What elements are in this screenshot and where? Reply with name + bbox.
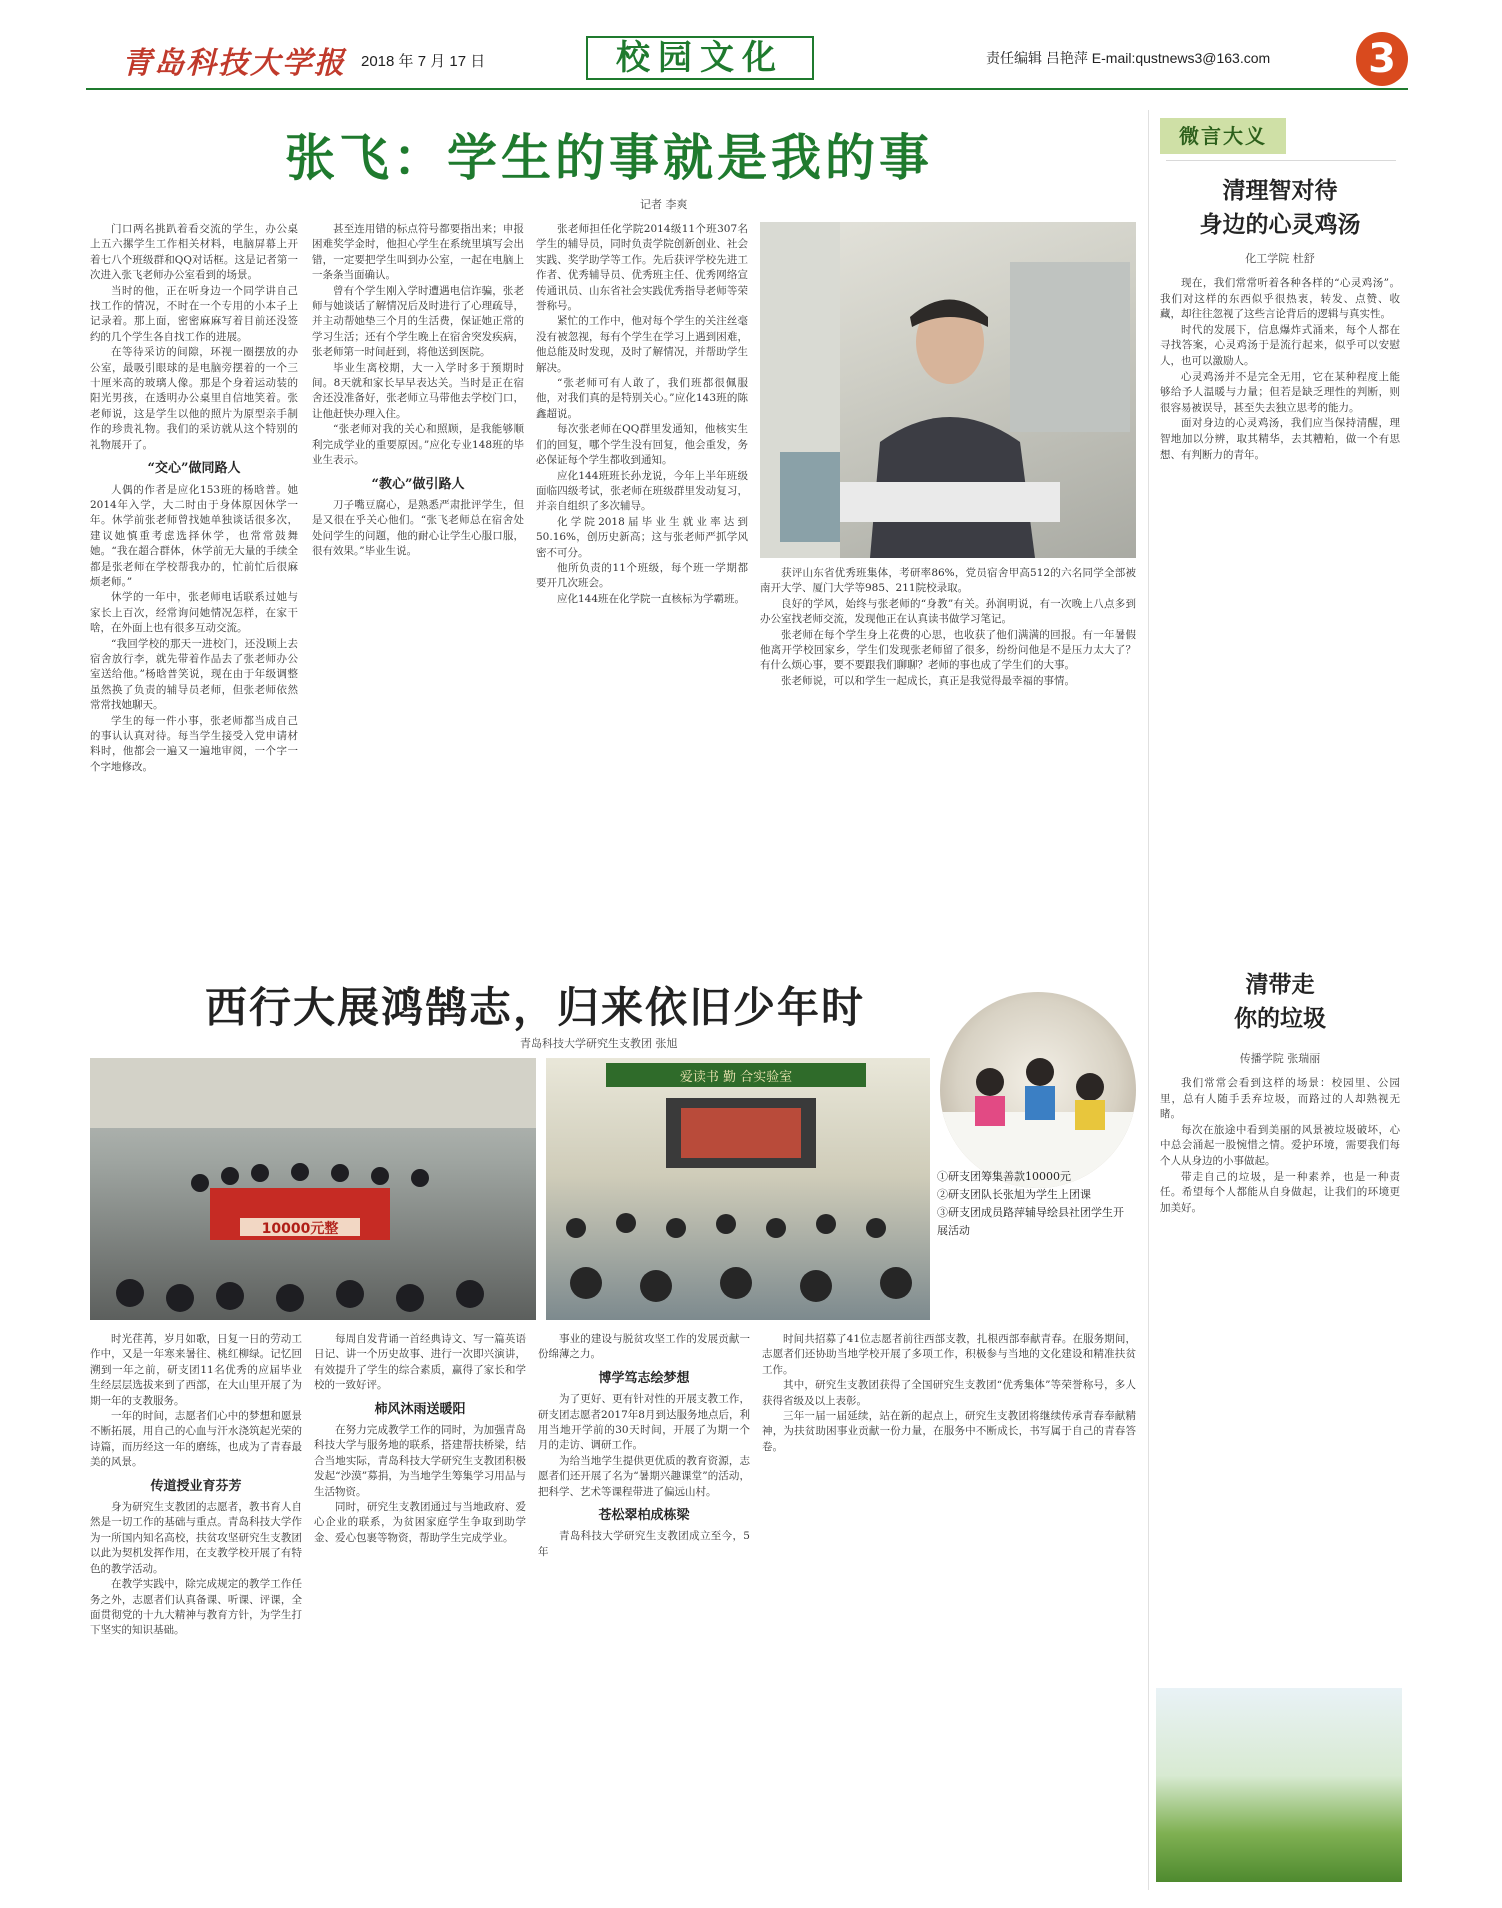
paragraph: 身为研究生支教团的志愿者，教书育人自然是一切工作的基础与重点。青岛科技大学作为一所国内知名高校，扶贫攻坚研究生支教团以此为契机发挥作用，在支教学校开展了有特色的教学活动。	[90, 1501, 302, 1575]
sidebar-article-1-byline: 化工学院 杜舒	[1245, 252, 1315, 265]
photo-classroom	[546, 1058, 930, 1320]
paragraph: 我们常常会看到这样的场景：校园里、公园里，总有人随手丢弃垃圾，而路过的人却熟视无睹。	[1160, 1077, 1400, 1121]
paragraph: 紧忙的工作中，他对每个学生的关注丝毫没有被忽视，每有个学生在学习上遇到困难，他总能及时发现，及时了解情况，并帮助学生解决。	[536, 315, 748, 374]
paragraph: “我回学校的那天一进校门，还没顾上去宿舍放行李，就先带着作品去了张老师办公室送给他。”杨晗普笑说，现在由于年级调整虽然换了负责的辅导员老师，但张老师依然常常找她聊天。	[90, 637, 298, 712]
caption-3: ③研支团成员路萍辅导绘县社团学生开展活动	[937, 1206, 1124, 1237]
story1-column-3	[536, 222, 748, 922]
sidebar-article-1-body	[1160, 276, 1400, 966]
story1-byline: 记者 李爽	[640, 198, 688, 211]
newspaper-name: 青岛科技大学报	[122, 46, 346, 81]
paragraph: 为给当地学生提供更优质的教育资源，志愿者们还开展了名为“暑期兴趣课堂”的活动，把科学、艺术等课程带进了偏远山村。	[538, 1454, 750, 1498]
subheading: 苍松翠柏成栋梁	[598, 1508, 690, 1524]
sidebar-article-2-title-line-2: 你的垃圾	[1234, 1006, 1326, 1032]
paragraph: 张老师说，可以和学生一起成长，真正是我觉得最幸福的事情。	[781, 674, 1075, 687]
paragraph: 毕业生离校期，大一入学时多于预期时间。8天就和家长早早表达关。当时是正在宿舍还没准备好，张老师立马带他去学校门口，让他赶快办理入住。	[312, 361, 524, 420]
paragraph: 休学的一年中，张老师电话联系过她与家长上百次，经常询问她情况怎样，在家干啥，在外面上也有很多互动交流。	[90, 591, 298, 635]
subheading: 柿风沐雨送暖阳	[374, 1401, 466, 1417]
story1-column-4	[760, 566, 1136, 922]
photo-donation	[90, 1058, 536, 1320]
classroom-scene	[546, 1058, 930, 1320]
paragraph: 在教学实践中，除完成规定的教学工作任务之外，志愿者们认真备课、听课、评课，全面贯彻党的十九大精神与教育方针，为学生打下坚实的知识基础。	[90, 1578, 302, 1637]
paragraph: 应化144班班长孙龙说，今年上半年班级面临四级考试，张老师在班级群里发动复习，并亲自组织了多次辅导。	[536, 469, 748, 513]
paragraph: 曾有个学生刚入学时遭遇电信诈骗，张老师与她谈话了解情况后及时进行了心理疏导，并主动帮她垫三个月的生活费，保证她正常的学习生活；还有个学生晚上在宿舍突发疾病，张老师第一时间赶到，将他送到医院。	[312, 284, 524, 359]
paragraph: 应化144班在化学院一直核标为学霸班。	[557, 592, 746, 605]
paragraph: “张老师可有人敢了，我们班都很佩服他，对我们真的是特别关心。”应化143班的陈鑫超说。	[536, 377, 748, 420]
paragraph: 同时，研究生支教团通过与当地政府、爱心企业的联系，为贫困家庭学生争取到助学金、爱心包裹等物资，帮助学生完成学业。	[314, 1501, 526, 1544]
sidebar-article-2-byline: 传播学院 张瑞丽	[1239, 1052, 1321, 1065]
paragraph: 心灵鸡汤并不是完全无用，它在某种程度上能够给予人温暖与力量；但若是缺乏理性的判断，则很容易被误导，甚至失去独立思考的能力。	[1160, 370, 1400, 414]
donation-banner-text: 10000元整	[261, 1221, 339, 1237]
sidebar-article-2	[1160, 968, 1400, 1666]
paragraph: 良好的学风，始终与张老师的“身教”有关。孙润明说，有一次晚上八点多到办公室找老师交流，发现他正在认真读书做学习笔记。	[760, 597, 1136, 626]
classroom-banner-text: 爱读书 勤 合实验室	[679, 1070, 793, 1085]
paragraph: 刀子嘴豆腐心，是熟悉严肃批评学生，但是又很在乎关心他们。“张飞老师总在宿舍处处问学生的问题，他的耐心让学生心服口服，很有效果。”毕业生说。	[312, 498, 524, 558]
paragraph: 时代的发展下，信息爆炸式涌来，每个人都在寻找答案，心灵鸡汤于是流行起来，似乎可以安慰人，也可以激励人。	[1160, 323, 1400, 367]
sidebar-article-1	[1160, 174, 1400, 966]
paragraph: 事业的建设与脱贫攻坚工作的发展贡献一份绵薄之力。	[538, 1333, 750, 1361]
subheading: 传道授业育芬芳	[150, 1478, 242, 1494]
story2-column-4	[762, 1332, 1136, 1892]
grass-decoration-image	[1156, 1688, 1402, 1882]
paragraph: 在努力完成教学工作的同时，为加强青岛科技大学与服务地的联系，搭建帮扶桥梁，结合当地实际，青岛科技大学研究生支教团积极发起“沙漠”募捐，为当地学生筹集学习用品与生活物资。	[314, 1424, 526, 1498]
sidebar-article-1-title-line-2: 身边的心灵鸡汤	[1199, 212, 1361, 238]
paragraph: 学生的每一件小事，张老师都当成自己的事认认真对待。每当学生接受入党申请材料时，他都会一遍又一遍地审阅，一个字一个字地修改。	[90, 714, 298, 773]
activity-scene	[940, 992, 1136, 1188]
paragraph: 一年的时间，志愿者们心中的梦想和愿景不断拓展，用自己的心血与汗水浇筑起光荣的诗篇，而历经这一年的磨练，也成为了青春最美的风景。	[90, 1410, 302, 1469]
subheading: “教心”做引路人	[371, 476, 465, 492]
caption-2: ②研支团队长张旭为学生上团课	[937, 1188, 1091, 1201]
story2-headline: 西行大展鸿鹄志，归来依旧少年时	[205, 983, 866, 1032]
paragraph: 获评山东省优秀班集体，考研率86%，党员宿舍甲高512的六名同学全部被南开大学、厦门大学等985、211院校录取。	[760, 567, 1136, 595]
paragraph: 张老师在每个学生身上花费的心思，也收获了他们满满的回报。有一年暑假他离开学校回家乡，学生们发现张老师留了很多，纷纷问他是不是压力太大了？有什么烦心事，要不要跟我们聊聊？老师的事也成了学生们的大事。	[760, 628, 1136, 672]
story2-byline: 青岛科技大学研究生支教团 张旭	[520, 1037, 678, 1050]
photo-captions	[937, 1168, 1131, 1250]
paragraph: “张老师对我的关心和照顾，是我能够顺利完成学业的重要原因。”应化专业148班的毕业生表示。	[312, 423, 524, 467]
paragraph: 现在，我们常常听着各种各样的“心灵鸡汤”。我们对这样的东西似乎很热衷，转发、点赞、收藏，却往往忽视了这些言论背后的逻辑与真实性。	[1160, 277, 1400, 321]
issue-date: 2018 年 7 月 17 日	[361, 53, 486, 70]
paragraph: 在等待采访的间隙，环视一圈摆放的办公室，最吸引眼球的是电脑旁摆着的一个三十厘米高的玻璃人像。那是个身着运动装的阳光男孩，在透明办公桌里自信地笑着。张老师说，这是学生以他的照片为原型亲手制作的珍贵礼物。我们的采访就从这个特别的礼物展开了。	[90, 346, 298, 451]
paragraph: 甚至连用错的标点符号都要指出来；申报困难奖学金时，他担心学生在系统里填写会出错，一定要把学生叫到办公室，一起在电脑上一条条当面确认。	[312, 223, 524, 282]
story2-column-1	[90, 1332, 302, 1892]
paragraph: 化学院2018届毕业生就业率达到50.16%，创历史新高；这与张老师严抓学风密不可分。	[536, 515, 748, 559]
photo-activity-circle	[940, 992, 1136, 1188]
paragraph: 三年一届一届延续，站在新的起点上，研究生支教团将继续传承青春奉献精神，为扶贫助困事业贡献一份力量，在服务中不断成长，书写属于自己的青春答卷。	[762, 1410, 1136, 1453]
sidebar-article-2-title-line-1: 清带走	[1245, 972, 1315, 998]
page-number-badge: 3	[1356, 32, 1408, 86]
story2-column-3	[538, 1332, 750, 1892]
story1-column-2	[312, 222, 524, 922]
paragraph: 面对身边的心灵鸡汤，我们应当保持清醒，理智地加以分辨，取其精华，去其糟粕，做一个有思想、有判断力的青年。	[1160, 417, 1400, 461]
paragraph: 时间共招募了41位志愿者前往西部支教，扎根西部奉献青春。在服务期间，志愿者们还协助当地学校开展了多项工作，积极参与当地的文化建设和精准扶贫工作。	[762, 1333, 1136, 1376]
paragraph: 人偶的作者是应化153班的杨晗普。她2014年入学，大二时由于身体原因休学一年。休学前张老师曾找她单独谈话很多次，建议她慎重考虑选择休学，也常常鼓舞她。“我在超合群体，休学前无大量的手续全都是张老师在学校帮我办的，忙前忙后很麻烦老师。”	[90, 483, 298, 588]
sidebar-rule	[1166, 160, 1396, 161]
paragraph: 带走自己的垃圾，是一种素养，也是一种责任。希望每个人都能从自身做起，让我们的环境更加美好。	[1160, 1170, 1400, 1214]
column-divider	[1148, 110, 1149, 1890]
paragraph: 当时的他，正在听身边一个同学讲自己找工作的情况，不时在一个专用的小本子上记录着。那上面，密密麻麻写着目前还没签约的几个学生各自找工作的进展。	[90, 284, 298, 343]
masthead	[86, 28, 1408, 90]
paragraph: 每次张老师在QQ群里发通知，他核实生们的回复，哪个学生没有回复，他会重发，务必保证每个学生都收到通知。	[536, 423, 748, 467]
sidebar-article-1-title-line-1: 清理智对待	[1222, 178, 1338, 204]
sidebar-article-2-body	[1160, 1076, 1400, 1666]
story2-column-2	[314, 1332, 526, 1892]
paragraph: 时光荏苒，岁月如歌，日复一日的劳动工作中，又是一年寒来暑往、桃红柳绿。记忆回溯到一年之前，研支团11名优秀的应届毕业生经层层选拔来到了西部，在大山里开展了为期一年的支教服务。	[90, 1333, 302, 1407]
section-title: 校园文化	[586, 36, 814, 80]
donation-scene	[90, 1058, 536, 1320]
paragraph: 每周自发背诵一首经典诗文、写一篇英语日记、讲一个历史故事、进行一次即兴演讲，有效提升了学生的综合素质，赢得了家长和学校的一致好评。	[314, 1333, 526, 1392]
portrait-figure	[760, 222, 1136, 558]
paragraph: 为了更好、更有针对性的开展支教工作，研支团志愿者2017年8月到达服务地点后，利用当地开学前的30天时间，开展了为期一个月的走访、调研工作。	[538, 1393, 750, 1452]
editor-info: 责任编辑 吕艳萍 E-mail:qustnews3@163.com	[986, 50, 1271, 66]
paragraph: 其中，研究生支教团获得了全国研究生支教团“优秀集体”等荣誉称号，多人获得省级及以上表彰。	[762, 1379, 1136, 1407]
story1-headline: 张飞：学生的事就是我的事	[285, 129, 933, 187]
subheading: “交心”做同路人	[147, 461, 241, 477]
masthead-rule	[86, 88, 1408, 90]
caption-1: ①研支团筹集善款10000元	[937, 1170, 1071, 1183]
subheading: 博学笃志绘梦想	[598, 1370, 690, 1386]
paragraph: 门口两名挑趴着看交流的学生，办公桌上五六摞学生工作相关材料，电脑屏幕上开着七八个班级群和QQ对话框。这是记者第一次进入张飞老师办公室看到的场景。	[90, 223, 298, 282]
portrait-photo	[760, 222, 1136, 558]
paragraph: 青岛科技大学研究生支教团成立至今，5年	[538, 1530, 750, 1558]
paragraph: 张老师担任化学院2014级11个班307名学生的辅导员，同时负责学院创新创业、社会实践、奖学助学等工作。先后获评学校先进工作者、优秀辅导员、优秀班主任、优秀网络宣传通讯员、山东省社会实践优秀指导老师等荣誉称号。	[536, 223, 748, 313]
paragraph: 他所负责的11个班级，每个班一学期都要开几次班会。	[536, 561, 748, 590]
sidebar-tag: 微言大义	[1160, 118, 1286, 154]
paragraph: 每次在旅途中看到美丽的风景被垃圾破坏，心中总会涌起一股惋惜之情。爱护环境，需要我们每个人从身边的小事做起。	[1160, 1123, 1400, 1167]
story1-column-1	[90, 222, 298, 922]
